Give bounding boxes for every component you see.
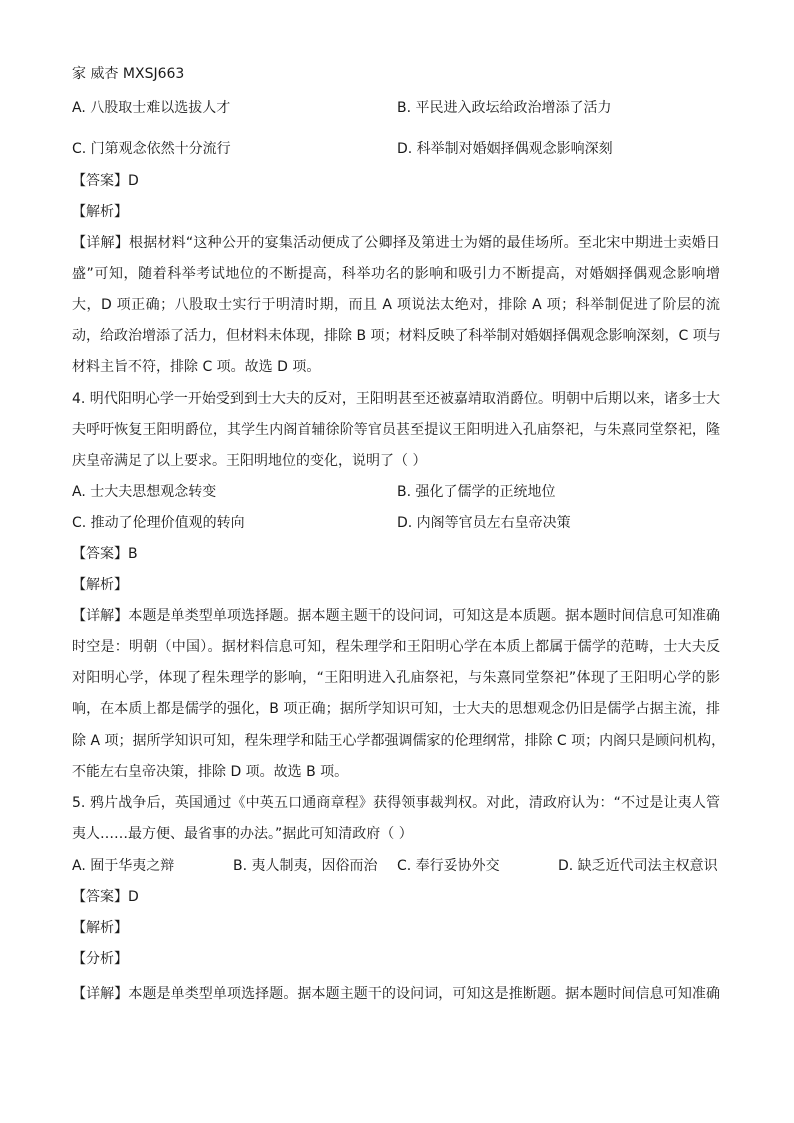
- q5-answer: 【答案】D: [72, 889, 139, 905]
- q3-detail-line: 动，给政治增添了活力，但材料未体现，排除 B 项；材料反映了科举制对婚姻择偶观念影响深刻，C 项与: [72, 328, 721, 344]
- q4-detail-line: 除 A 项；据所学知识可知，程朱理学和陆王心学都强调儒家的伦理纲常，排除 C 项；内阁只是顾问机构，: [72, 733, 726, 749]
- q4-detail-line: 【详解】本题是单类型单项选择题。据本题主题干的设问词，可知这是本质题。据本题时间信息可知准确: [72, 608, 720, 624]
- q3-option-d: D. 科举制对婚姻择偶观念影响深刻: [397, 141, 613, 157]
- q5-detail-line: 【详解】本题是单类型单项选择题。据本题主题干的设问词，可知这是推断题。据本题时间信息可知准确: [72, 986, 720, 1002]
- q5-option-c: C. 奉行妥协外交: [397, 858, 500, 874]
- q4-detail-line: 响，在本质上都是儒学的强化，B 项正确；据所学知识可知，士大夫的思想观念仍旧是儒学占据主流，排: [72, 701, 720, 717]
- header-fragment: 家 威杏 MXSJ663: [72, 66, 185, 82]
- q3-option-a: A. 八股取士难以选拔人才: [72, 100, 231, 116]
- q3-detail-line: 大，D 项正确；八股取士实行于明清时期，而且 A 项说法太绝对，排除 A 项；科举制促进了阶层的流: [72, 297, 720, 313]
- q3-option-c: C. 门第观念依然十分流行: [72, 141, 231, 157]
- q5-option-b: B. 夷人制夷，因俗而治: [233, 858, 378, 874]
- q3-option-b: B. 平民进入政坛给政治增添了活力: [397, 100, 612, 116]
- q5-stem-line: 5. 鸦片战争后，英国通过《中英五口通商章程》获得领事裁判权。对此，清政府认为：“不过是让夷人管: [72, 795, 720, 811]
- q3-detail-line: 材料主旨不符，排除 C 项。故选 D 项。: [72, 359, 321, 375]
- q5-stem-line: 夷人……最方便、最省事的办法。”据此可知清政府（ ）: [72, 826, 413, 842]
- q4-stem-line: 4. 明代阳明心学一开始受到到士大夫的反对，王阳明甚至还被嘉靖取消爵位。明朝中后期以来，诸多士大: [72, 391, 720, 407]
- q5-fenxi-heading: 【分析】: [72, 951, 128, 967]
- q4-option-c: C. 推动了伦理价值观的转向: [72, 515, 245, 531]
- q4-answer: 【答案】B: [72, 546, 138, 562]
- q3-answer: 【答案】D: [72, 173, 139, 189]
- q4-detail-line: 对阳明心学，体现了程朱理学的影响，“王阳明进入孔庙祭祀，与朱熹同堂祭祀”体现了王阳明心学的影: [72, 670, 720, 686]
- q4-option-d: D. 内阁等官员左右皇帝决策: [397, 515, 571, 531]
- q4-option-a: A. 士大夫思想观念转变: [72, 484, 217, 500]
- q5-analysis-heading: 【解析】: [72, 920, 128, 936]
- q4-stem-line: 夫呼吁恢复王阳明爵位，其学生内阁首辅徐阶等官员甚至提议王阳明进入孔庙祭祀，与朱熹同堂祭祀，隆: [72, 422, 720, 438]
- q3-analysis-heading: 【解析】: [72, 204, 128, 220]
- q4-option-b: B. 强化了儒学的正统地位: [397, 484, 556, 500]
- q4-detail-line: 时空是：明朝（中国）。据材料信息可知，程朱理学和王阳明心学在本质上都属于儒学的范畴，士大夫反: [72, 639, 720, 655]
- q4-detail-line: 不能左右皇帝决策，排除 D 项。故选 B 项。: [72, 764, 349, 780]
- q3-detail-line: 【详解】根据材料“这种公开的宴集活动便成了公卿择及第进士为婿的最佳场所。至北宋中期进士卖婚日: [72, 235, 720, 251]
- q4-stem-line: 庆皇帝满足了以上要求。王阳明地位的变化，说明了（ ）: [72, 453, 427, 469]
- q4-analysis-heading: 【解析】: [72, 577, 128, 593]
- q5-option-a: A. 囿于华夷之辩: [72, 858, 175, 874]
- q5-option-d: D. 缺乏近代司法主权意识: [558, 858, 718, 874]
- q3-detail-line: 盛”可知，随着科举考试地位的不断提高，科举功名的影响和吸引力不断提高，对婚姻择偶观念影响增: [72, 266, 720, 282]
